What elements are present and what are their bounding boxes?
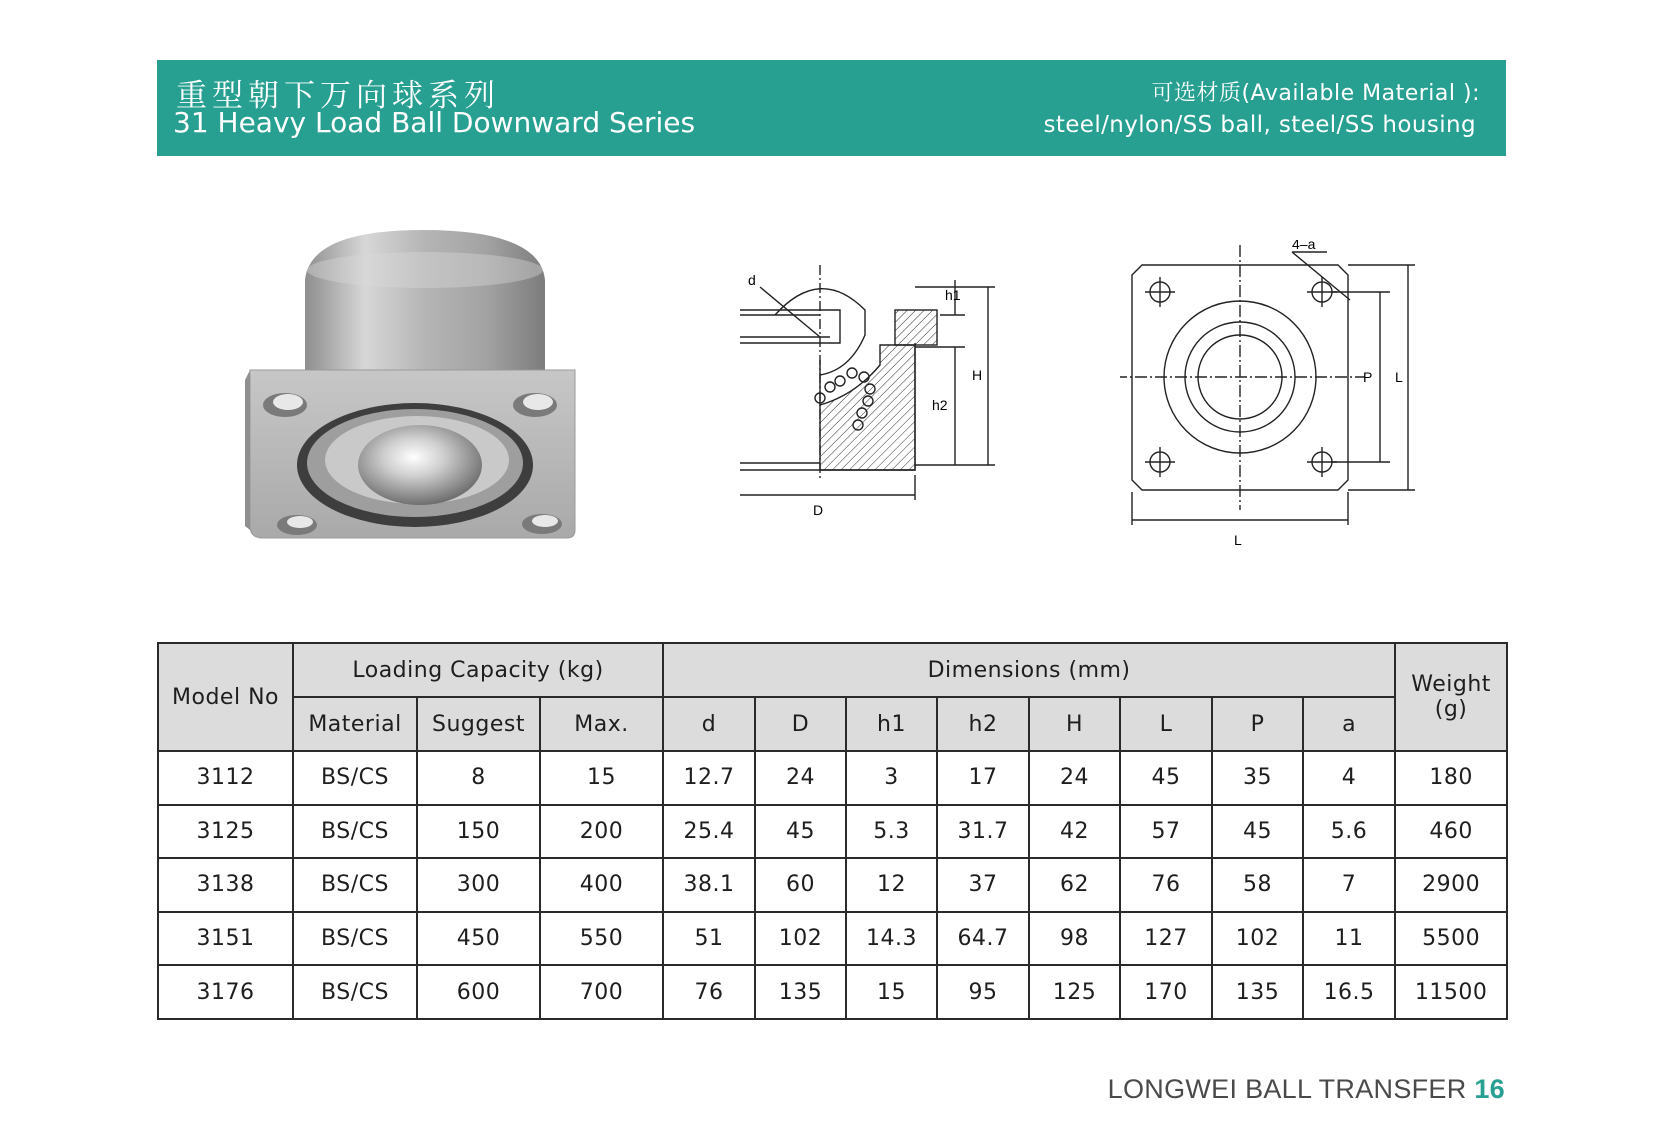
header-dimensions: Dimensions (mm) (663, 643, 1395, 697)
cell-a: 4 (1303, 751, 1395, 805)
cell-suggest: 600 (417, 965, 540, 1019)
product-photo (245, 230, 615, 570)
header-h1: h1 (846, 697, 937, 751)
cell-material: BS/CS (293, 858, 417, 912)
header-weight-line1: Weight (1411, 672, 1491, 697)
cell-L: 45 (1120, 751, 1212, 805)
cell-h2: 95 (937, 965, 1029, 1019)
cell-a: 7 (1303, 858, 1395, 912)
material-value: steel/nylon/SS ball, steel/SS housing (1043, 112, 1476, 138)
header-P: P (1212, 697, 1303, 751)
cell-material: BS/CS (293, 751, 417, 805)
cell-h1: 3 (846, 751, 937, 805)
cell-weight: 180 (1395, 751, 1507, 805)
table-row (158, 858, 1507, 912)
label-P: P (1363, 369, 1373, 385)
cell-model: 3112 (158, 751, 293, 805)
header-loading-capacity: Loading Capacity (kg) (293, 643, 663, 697)
label-D: D (813, 502, 824, 518)
material-label: 可选材质(Available Material ): (1151, 81, 1480, 106)
cell-max: 700 (540, 965, 663, 1019)
header-material: Material (293, 697, 417, 751)
cell-d: 51 (663, 912, 755, 966)
cell-h1: 5.3 (846, 805, 937, 859)
cell-D: 135 (755, 965, 846, 1019)
footer-brand: LONGWEI BALL TRANSFER (1107, 1074, 1467, 1104)
cell-D: 60 (755, 858, 846, 912)
footer (1108, 1074, 1505, 1105)
spec-table (157, 642, 1508, 1020)
cell-weight: 2900 (1395, 858, 1507, 912)
label-h2: h2 (932, 397, 948, 413)
cell-a: 16.5 (1303, 965, 1395, 1019)
cell-max: 400 (540, 858, 663, 912)
cell-max: 15 (540, 751, 663, 805)
header-weight (1395, 643, 1507, 751)
header-suggest: Suggest (417, 697, 540, 751)
header-d: d (663, 697, 755, 751)
cell-suggest: 300 (417, 858, 540, 912)
cell-d: 76 (663, 965, 755, 1019)
cell-H: 98 (1029, 912, 1120, 966)
cell-P: 102 (1212, 912, 1303, 966)
side-section-drawing (740, 265, 1080, 535)
cell-P: 35 (1212, 751, 1303, 805)
cell-h1: 14.3 (846, 912, 937, 966)
cell-max: 200 (540, 805, 663, 859)
cell-weight: 11500 (1395, 965, 1507, 1019)
header-D: D (755, 697, 846, 751)
chinese-title: 重型朝下万向球系列 (176, 78, 500, 114)
cell-h2: 31.7 (937, 805, 1029, 859)
cell-weight: 460 (1395, 805, 1507, 859)
cell-D: 102 (755, 912, 846, 966)
cell-P: 135 (1212, 965, 1303, 1019)
label-L-side: L (1395, 369, 1403, 385)
cell-material: BS/CS (293, 965, 417, 1019)
cell-L: 170 (1120, 965, 1212, 1019)
cell-model: 3138 (158, 858, 293, 912)
cell-h2: 17 (937, 751, 1029, 805)
english-title: 31 Heavy Load Ball Downward Series (173, 106, 696, 139)
header-h2: h2 (937, 697, 1029, 751)
header-a: a (1303, 697, 1395, 751)
table-row (158, 805, 1507, 859)
cell-H: 42 (1029, 805, 1120, 859)
table-row (158, 912, 1507, 966)
cell-d: 25.4 (663, 805, 755, 859)
cell-model: 3151 (158, 912, 293, 966)
cell-H: 125 (1029, 965, 1120, 1019)
header-H: H (1029, 697, 1120, 751)
cell-weight: 5500 (1395, 912, 1507, 966)
cell-H: 62 (1029, 858, 1120, 912)
label-L-bottom: L (1234, 532, 1242, 548)
table-row (158, 751, 1507, 805)
cell-D: 24 (755, 751, 846, 805)
cell-D: 45 (755, 805, 846, 859)
cell-P: 58 (1212, 858, 1303, 912)
cell-a: 5.6 (1303, 805, 1395, 859)
cell-suggest: 8 (417, 751, 540, 805)
cell-a: 11 (1303, 912, 1395, 966)
cell-d: 12.7 (663, 751, 755, 805)
label-H: H (972, 367, 983, 383)
header-model-no: Model No (158, 643, 293, 751)
label-4-a: 4–a (1292, 240, 1316, 252)
cell-suggest: 150 (417, 805, 540, 859)
cell-material: BS/CS (293, 912, 417, 966)
header-banner (157, 60, 1506, 156)
cell-model: 3176 (158, 965, 293, 1019)
cell-P: 45 (1212, 805, 1303, 859)
cell-model: 3125 (158, 805, 293, 859)
cell-H: 24 (1029, 751, 1120, 805)
cell-h2: 64.7 (937, 912, 1029, 966)
table-row (158, 965, 1507, 1019)
page-number: 16 (1474, 1074, 1505, 1104)
cell-L: 76 (1120, 858, 1212, 912)
label-d: d (748, 272, 756, 288)
cell-max: 550 (540, 912, 663, 966)
cell-d: 38.1 (663, 858, 755, 912)
cell-h1: 15 (846, 965, 937, 1019)
cell-material: BS/CS (293, 805, 417, 859)
header-max: Max. (540, 697, 663, 751)
cell-suggest: 450 (417, 912, 540, 966)
header-L: L (1120, 697, 1212, 751)
cell-L: 57 (1120, 805, 1212, 859)
top-view-drawing (1120, 240, 1430, 560)
label-h1: h1 (945, 287, 961, 303)
cell-h2: 37 (937, 858, 1029, 912)
cell-h1: 12 (846, 858, 937, 912)
header-weight-line2: (g) (1434, 697, 1468, 722)
cell-L: 127 (1120, 912, 1212, 966)
